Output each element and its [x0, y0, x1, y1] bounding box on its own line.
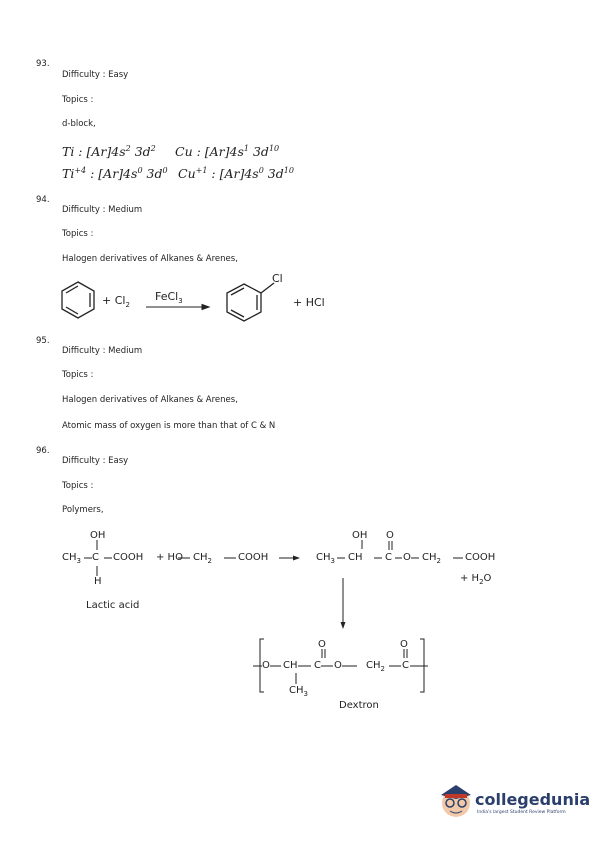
q96-poly-o-top2: O	[400, 639, 408, 650]
q94-catalyst: FeCl$_3$	[155, 290, 183, 306]
q96-poly-o1: O	[262, 660, 270, 671]
q96-prod-cooh: COOH	[465, 552, 496, 563]
q96-ch2: $CH_2$	[193, 552, 212, 565]
question-number-93: 93.	[36, 59, 50, 69]
q96-h-bottom: H	[94, 576, 102, 587]
q96-prod-o: O	[386, 530, 394, 541]
q96-arrowheads	[293, 556, 346, 630]
q95-difficulty: Difficulty : Medium	[62, 346, 143, 356]
q96-poly-c1: C	[314, 660, 321, 671]
q93-cu1-config: $Cu^{+1}$ : $[Ar]4s^0$ $3d^{10}$	[178, 166, 294, 182]
question-number-96: 96.	[36, 446, 50, 456]
q96-cooh: COOH	[113, 552, 144, 563]
q94-plus-hcl: + HCl	[293, 296, 325, 309]
q96-oh-top: OH	[90, 530, 106, 541]
q93-difficulty: Difficulty : Easy	[62, 70, 129, 80]
q96-poly-o-top1: O	[318, 639, 326, 650]
q93-cu-config: Cu : $[Ar]4s^1$ $3d^{10}$	[175, 144, 280, 160]
benzene-ring-product	[227, 283, 274, 321]
q96-plus-ho: + HO	[156, 552, 183, 563]
q94-topic: Halogen derivatives of Alkanes & Arenes,	[62, 254, 238, 264]
q96-prod-ch2: $CH_2$	[422, 552, 441, 565]
q96-topics-label: Topics :	[62, 481, 94, 491]
q96-plus-h2o: + $H_2O$	[460, 573, 492, 586]
q96-c-center: C	[92, 552, 99, 563]
reaction-arrow-q94	[146, 305, 209, 310]
q96-difficulty: Difficulty : Easy	[62, 456, 129, 466]
collegedunia-logo-icon	[441, 785, 471, 817]
q95-topic: Halogen derivatives of Alkanes & Arenes,	[62, 395, 238, 405]
q96-lactic-label: Lactic acid	[86, 600, 140, 611]
q93-topics-label: Topics :	[62, 95, 94, 105]
q94-difficulty: Difficulty : Medium	[62, 205, 143, 215]
q96-topic: Polymers,	[62, 505, 104, 515]
question-number-94: 94.	[36, 195, 50, 205]
q96-poly-ch: CH	[283, 660, 298, 671]
q96-prod-ch: CH	[348, 552, 363, 563]
q93-topic: d-block,	[62, 119, 96, 129]
benzene-ring-reactant	[62, 282, 94, 318]
question-number-95: 95.	[36, 336, 50, 346]
q93-ti4-config: $Ti^{+4}$ : $[Ar]4s^0$ $3d^0$	[62, 166, 168, 182]
q96-dextron-label: Dextron	[339, 700, 379, 711]
collegedunia-logo: collegedunia	[475, 790, 591, 809]
q96-poly-o2: O	[334, 660, 342, 671]
q96-ch3: $CH_3$	[62, 552, 81, 565]
q93-ti-config: Ti : $[Ar]4s^2$ $3d^2$	[62, 144, 156, 160]
q94-plus-cl2: + $Cl_2$	[102, 294, 130, 310]
q96-cooh2: COOH	[238, 552, 269, 563]
q96-prod-oh: OH	[352, 530, 368, 541]
q96-prod-c: C	[385, 552, 392, 563]
q96-poly-c2: C	[402, 660, 409, 671]
collegedunia-tagline: India's largest Student Review Platform	[477, 810, 566, 815]
q94-cl-substituent: Cl	[272, 272, 283, 285]
q96-poly-ch3: $CH_3$	[289, 685, 308, 698]
q96-prod-ch3: $CH_3$	[316, 552, 335, 565]
q95-note: Atomic mass of oxygen is more than that of C & N	[62, 421, 276, 431]
q95-topics-label: Topics :	[62, 370, 94, 380]
q94-topics-label: Topics :	[62, 229, 94, 239]
q96-prod-o2: O	[403, 552, 411, 563]
q96-poly-ch2: $CH_2$	[366, 660, 385, 673]
